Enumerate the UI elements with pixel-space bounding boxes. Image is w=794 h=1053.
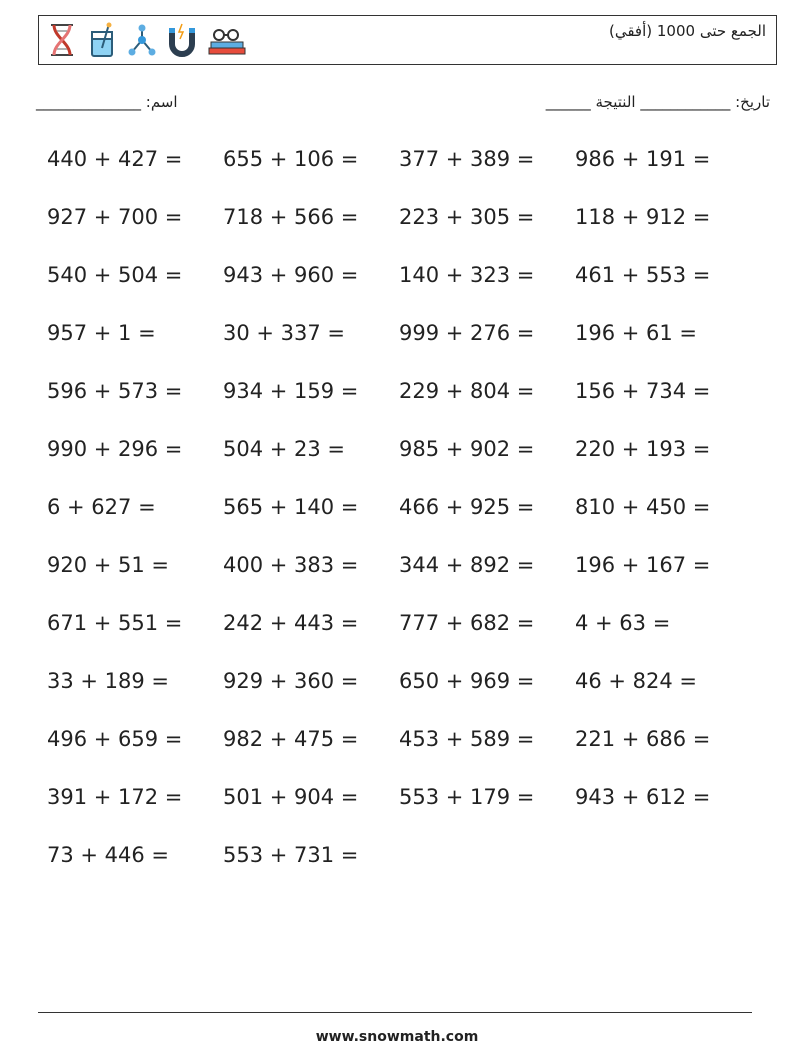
problem: 943 + 612 = <box>575 785 711 809</box>
problem: 440 + 427 = <box>47 147 183 171</box>
problem: 453 + 589 = <box>399 727 535 751</box>
problem-row <box>47 666 757 724</box>
problem: 650 + 969 = <box>399 669 535 693</box>
name-field: اسم: ______________ <box>36 93 178 111</box>
problem-row <box>47 260 757 318</box>
books-glasses-icon <box>207 22 247 58</box>
problem: 934 + 159 = <box>223 379 359 403</box>
problem: 990 + 296 = <box>47 437 183 461</box>
problem: 6 + 627 = <box>47 495 156 519</box>
problem: 156 + 734 = <box>575 379 711 403</box>
problem: 221 + 686 = <box>575 727 711 751</box>
problem: 344 + 892 = <box>399 553 535 577</box>
problem: 943 + 960 = <box>223 263 359 287</box>
problem: 73 + 446 = <box>47 843 170 867</box>
problem: 504 + 23 = <box>223 437 346 461</box>
problem-row <box>47 550 757 608</box>
problem: 196 + 61 = <box>575 321 698 345</box>
problem: 391 + 172 = <box>47 785 183 809</box>
problem: 929 + 360 = <box>223 669 359 693</box>
problem-row <box>47 724 757 782</box>
problem: 718 + 566 = <box>223 205 359 229</box>
problem: 540 + 504 = <box>47 263 183 287</box>
problem: 957 + 1 = <box>47 321 156 345</box>
problem: 501 + 904 = <box>223 785 359 809</box>
problem: 400 + 383 = <box>223 553 359 577</box>
problem: 242 + 443 = <box>223 611 359 635</box>
problem: 920 + 51 = <box>47 553 170 577</box>
problem: 33 + 189 = <box>47 669 170 693</box>
worksheet-header <box>38 15 777 65</box>
date-score-field: تاريخ: ____________ النتيجة ______ <box>545 93 770 111</box>
beaker-icon <box>87 22 117 58</box>
problem: 140 + 323 = <box>399 263 535 287</box>
footer-site: www.snowmath.com <box>315 1029 479 1045</box>
problem: 229 + 804 = <box>399 379 535 403</box>
problem: 461 + 553 = <box>575 263 711 287</box>
problem: 810 + 450 = <box>575 495 711 519</box>
problem: 220 + 193 = <box>575 437 711 461</box>
problem: 999 + 276 = <box>399 321 535 345</box>
problem-row <box>47 202 757 260</box>
dna-icon <box>47 22 77 58</box>
problem-row <box>47 318 757 376</box>
footer-divider <box>38 1012 752 1013</box>
problem: 986 + 191 = <box>575 147 711 171</box>
problem: 596 + 573 = <box>47 379 183 403</box>
problem: 553 + 179 = <box>399 785 535 809</box>
problems-grid <box>47 144 757 898</box>
header-icons <box>47 22 247 58</box>
problem: 985 + 902 = <box>399 437 535 461</box>
problem: 565 + 140 = <box>223 495 359 519</box>
problem: 377 + 389 = <box>399 147 535 171</box>
problem: 553 + 731 = <box>223 843 359 867</box>
problem-row <box>47 492 757 550</box>
problem: 118 + 912 = <box>575 205 711 229</box>
problem-row <box>47 608 757 666</box>
problem: 223 + 305 = <box>399 205 535 229</box>
problem-row <box>47 782 757 840</box>
problem: 655 + 106 = <box>223 147 359 171</box>
problem-row <box>47 840 757 898</box>
problem: 927 + 700 = <box>47 205 183 229</box>
magnet-icon <box>167 22 197 58</box>
problem: 4 + 63 = <box>575 611 671 635</box>
problem: 196 + 167 = <box>575 553 711 577</box>
worksheet-title: الجمع حتى 1000 (أفقي) <box>608 22 766 40</box>
problem: 466 + 925 = <box>399 495 535 519</box>
problem: 496 + 659 = <box>47 727 183 751</box>
problem: 982 + 475 = <box>223 727 359 751</box>
problem: 46 + 824 = <box>575 669 698 693</box>
problem: 30 + 337 = <box>223 321 346 345</box>
problem-row <box>47 144 757 202</box>
problem: 671 + 551 = <box>47 611 183 635</box>
molecule-icon <box>127 22 157 58</box>
problem-row <box>47 376 757 434</box>
problem: 777 + 682 = <box>399 611 535 635</box>
problem-row <box>47 434 757 492</box>
